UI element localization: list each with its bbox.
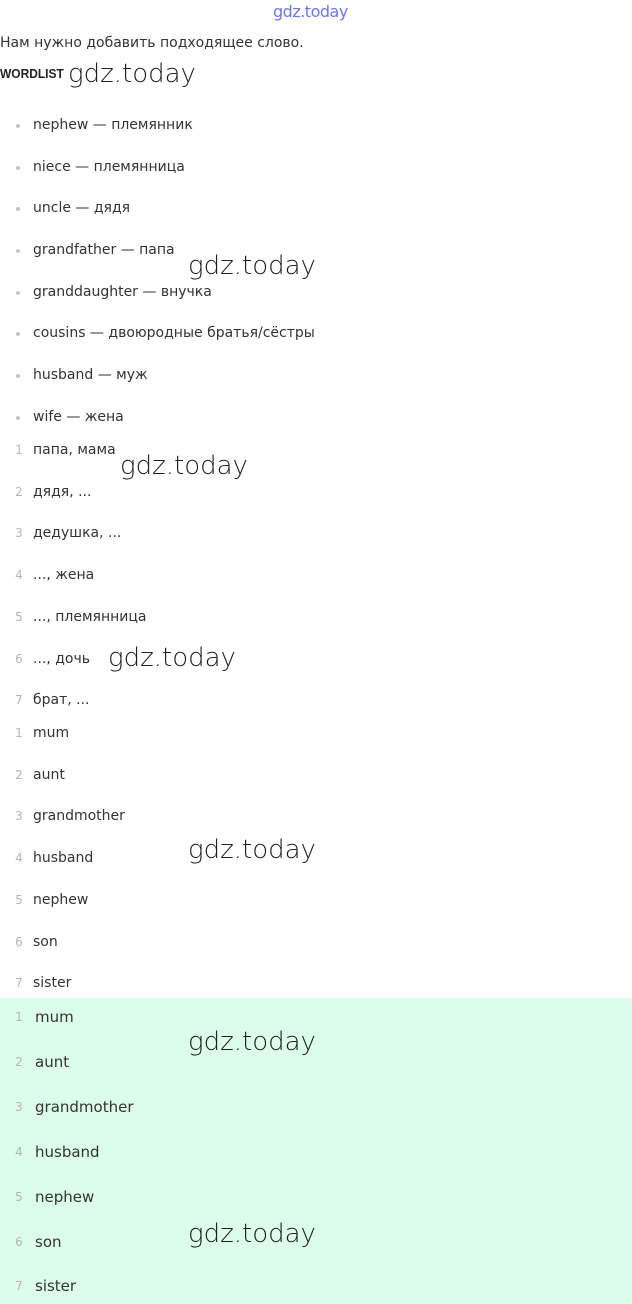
bullet-icon xyxy=(16,291,20,295)
watermark: gdz.today xyxy=(108,643,236,673)
watermark: gdz.today xyxy=(68,59,196,89)
watermark: gdz.today xyxy=(188,1027,316,1057)
watermark: gdz.today xyxy=(188,251,316,281)
answer-box: 1 mum 2 aunt 3 grandmother 4 husband 5 nephew 6 son 7 sister xyxy=(0,998,632,1304)
bullet-icon xyxy=(16,124,20,128)
bullet-icon xyxy=(16,207,20,211)
bullet-icon xyxy=(16,166,20,170)
bullet-icon xyxy=(16,332,20,336)
bullet-icon xyxy=(16,416,20,420)
intro-text: Нам нужно добавить подходящее слово. xyxy=(0,35,304,51)
watermark: gdz.today xyxy=(188,835,316,865)
bullet-icon xyxy=(16,249,20,253)
watermark: gdz.today xyxy=(120,451,248,481)
top-watermark: gdz.today xyxy=(273,2,348,21)
watermark: gdz.today xyxy=(188,1219,316,1249)
bullet-icon xyxy=(16,374,20,378)
wordlist-heading: WORDLIST xyxy=(0,66,64,81)
